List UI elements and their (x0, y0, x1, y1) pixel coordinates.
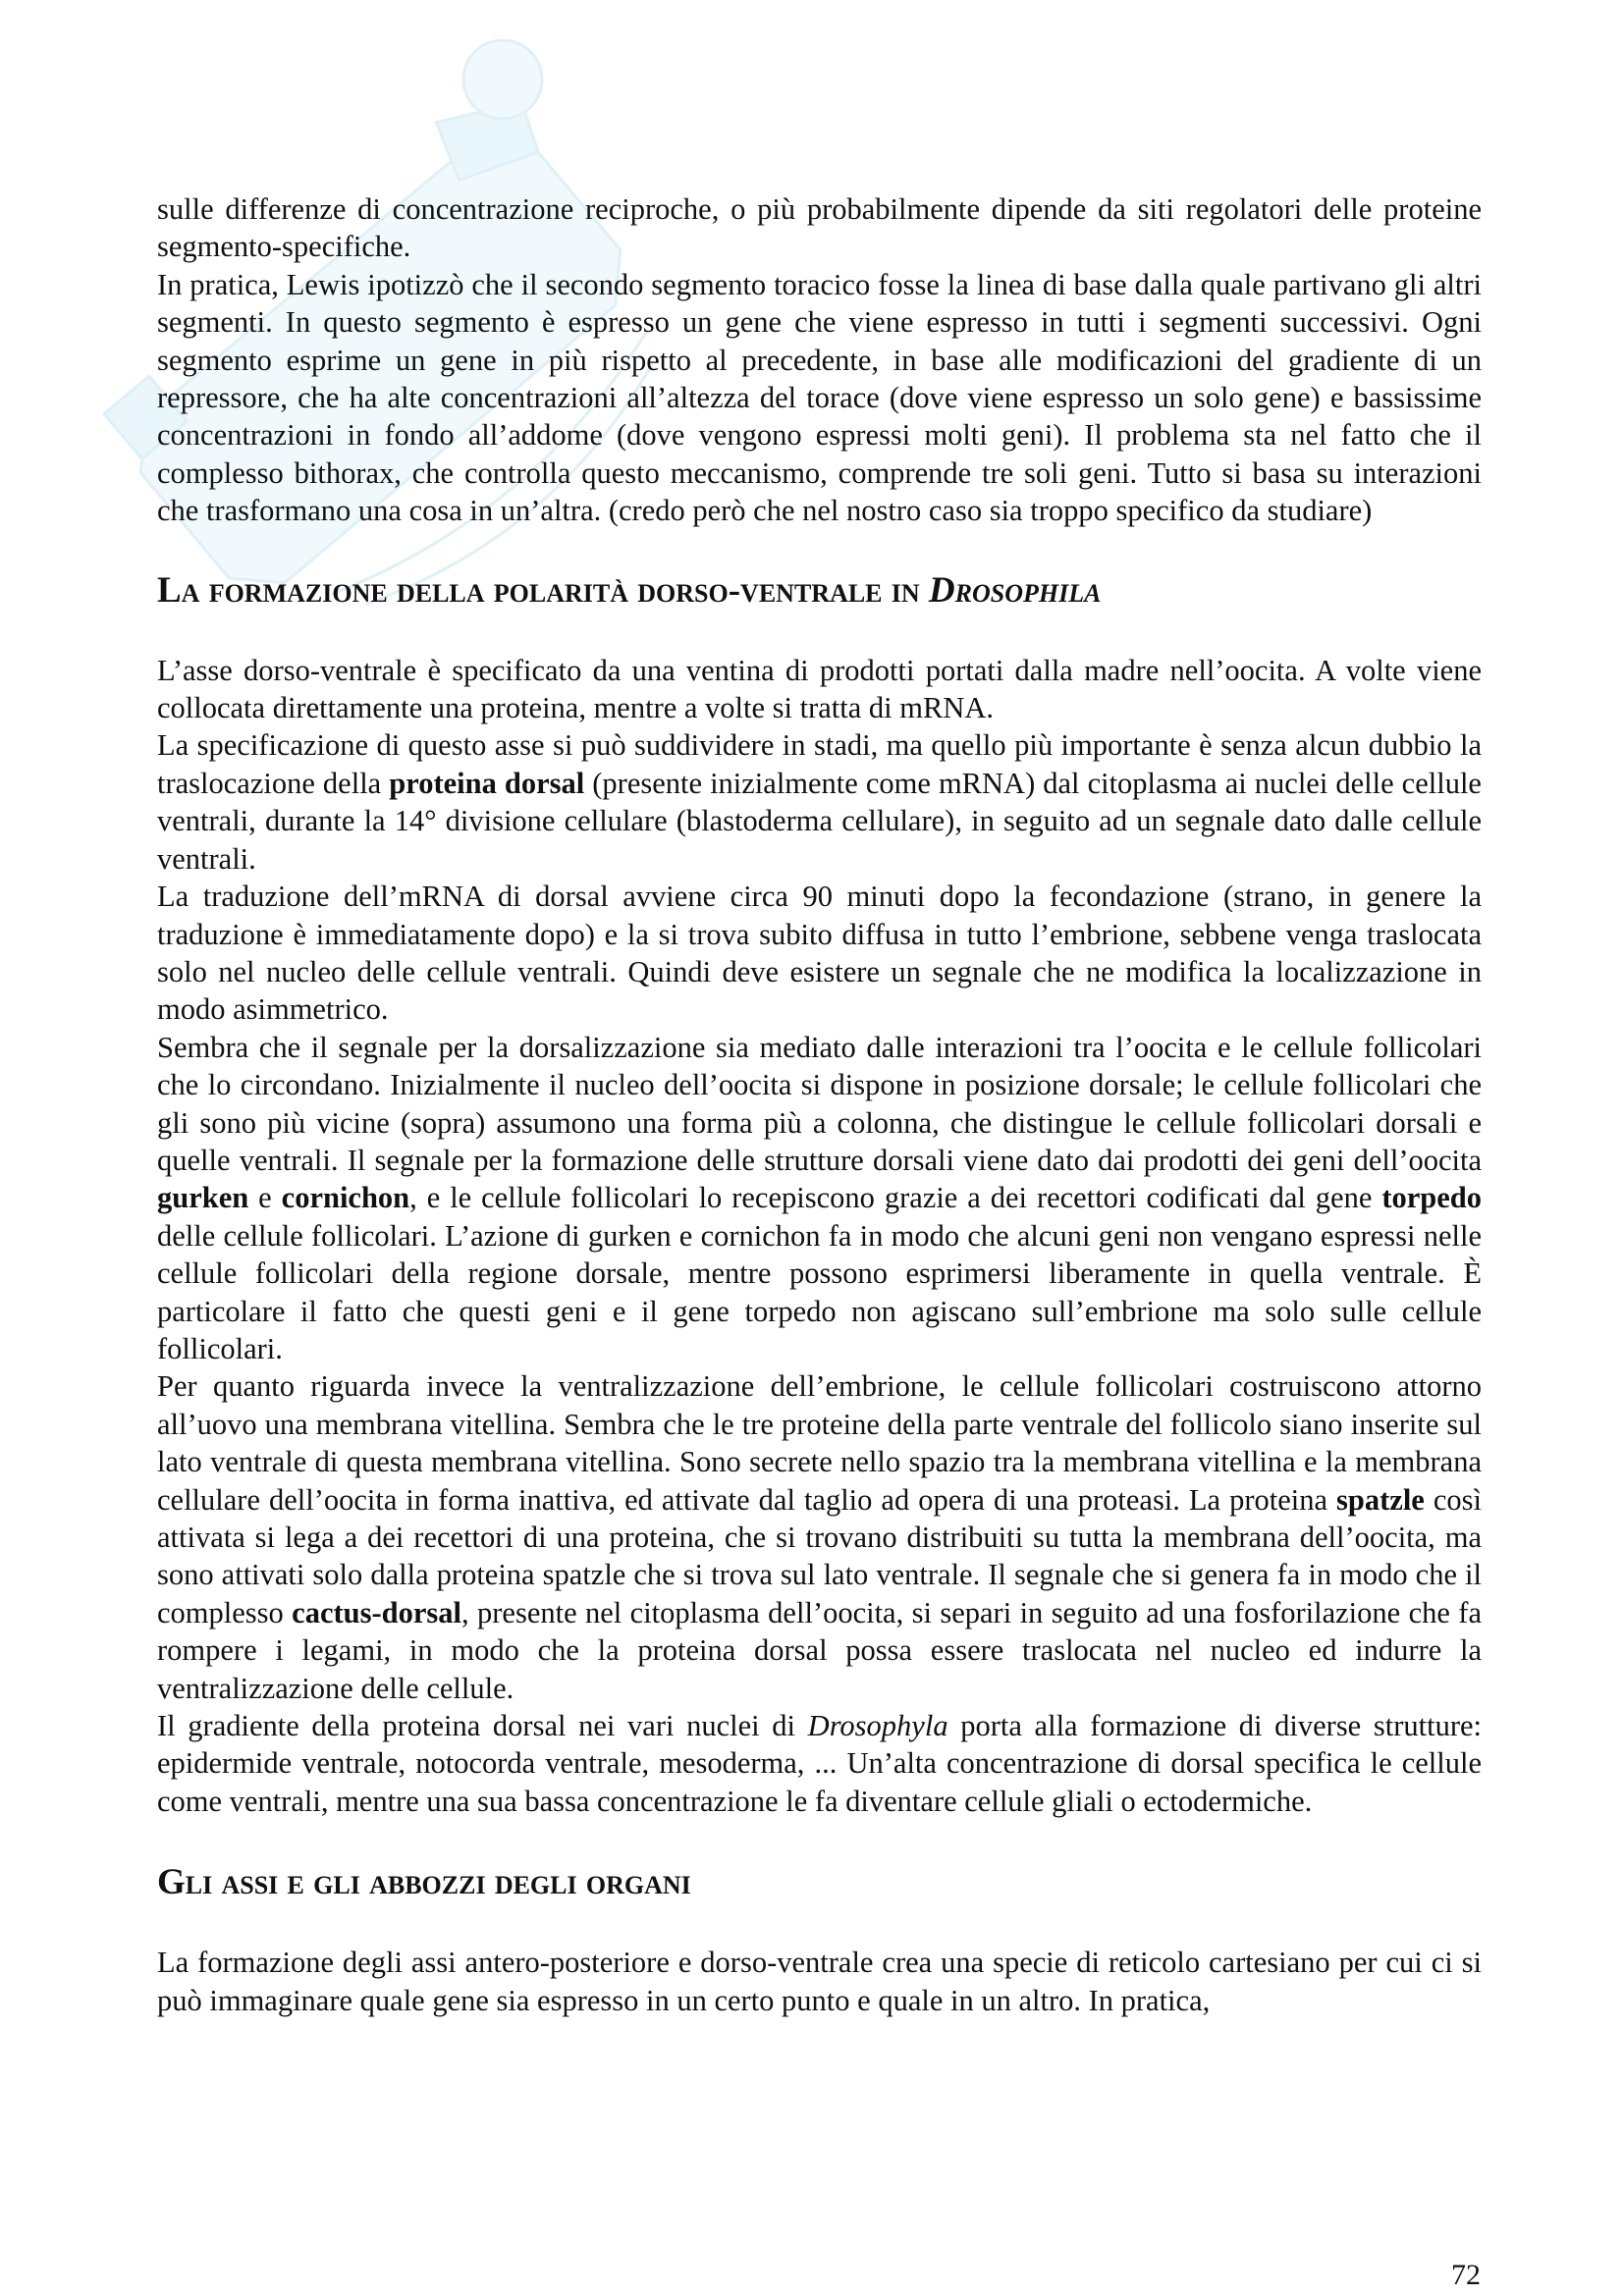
text-run: (presente inizialmente come mRNA) dal citoplasma ai nuclei delle cellule ventrali, durante la 14° divisione cellulare (blastoderma cellulare), in seguito ad un segnale dato dalle cellule ventrali. (157, 766, 1482, 876)
bold-term: proteina dorsal (389, 766, 585, 800)
page-content (157, 190, 1482, 2019)
paragraph: In pratica, Lewis ipotizzò che il secondo segmento toracico fosse la linea di base dalla quale partivano gli altri segmenti. In questo segmento è espresso un gene che viene espresso in tutti i segmenti successivi. Ogni segmento esprime un gene in più rispetto al precedente, in base alle modificazioni del gradiente di un repressore, che ha alte concentrazioni all’altezza del torace (dove viene espresso un solo gene) e bassissime concentrazioni in fondo all’addome (dove vengono espressi molti geni). Il problema sta nel fatto che il complesso bithorax, che controlla questo meccanismo, comprende tre soli geni. Tutto si basa su interazioni che trasformano una cosa in un’altra. (credo però che nel nostro caso sia troppo specifico da studiare) (157, 267, 1482, 528)
text-run: , e le cellule follicolari lo recepiscono grazie a dei recettori codificati dal gene (409, 1181, 1382, 1215)
bold-term: spatzle (1336, 1482, 1425, 1517)
paragraph (157, 1707, 1482, 1820)
page-number: 72 (1451, 2259, 1481, 2291)
bold-term: cactus-dorsal (292, 1595, 461, 1629)
text-run: Il gradiente della proteina dorsal nei vari nuclei di (157, 1709, 808, 1743)
paragraph: sulle differenze di concentrazione reciproche, o più probabilmente dipende da siti regolatori delle proteine segmento-specifiche. (157, 192, 1482, 264)
italic-term: Drosophyla (807, 1709, 948, 1743)
text-run: e (248, 1181, 282, 1215)
text-run: porta alla formazione di diverse strutture: epidermide ventrale, notocorda ventrale, mesoderma, ... Un’alta concentrazione di dorsal specifica le cellule come ventrali, mentre una sua bassa concentrazione le fa diventare cellule gliali o ectodermiche. (157, 1709, 1482, 1818)
text-run: delle cellule follicolari. L’azione di gurken e cornichon fa in modo che alcuni geni non vengano espressi nelle cellule follicolari della regione dorsale, mentre possono esprimersi liberamente in quella ventrale. È particolare il fatto che questi geni e il gene torpedo non agiscano sull’embrione ma solo sulle cellule follicolari. (157, 1218, 1482, 1365)
text-run: così attivata si lega a dei recettori di una proteina, che si trovano distribuiti su tutta la membrana dell’oocita, ma sono attivati solo dalla proteina spatzle che si trova sul lato ventrale. Il segnale che si genera fa in modo che il complesso (157, 1482, 1482, 1629)
paragraph (157, 1367, 1482, 1707)
text-run: Per quanto riguarda invece la ventralizzazione dell’embrione, le cellule follicolari costruiscono attorno all’uovo una membrana vitellina. Sembra che le tre proteine della parte ventrale del follicolo siano inserite sul lato ventrale di questa membrana vitellina. Sono secrete nello spazio tra la membrana vitellina e la membrana cellulare dell’oocita in forma inattiva, ed attivate dal taglio ad opera di una proteasi. La proteina (157, 1369, 1482, 1517)
text-run: , presente nel citoplasma dell’oocita, si separi in seguito ad una fosforilazione che fa rompere i legami, in modo che la proteina dorsal possa essere traslocata nel nucleo ed indurre la ventralizzazione delle cellule. (157, 1595, 1482, 1705)
paragraph: La formazione degli assi antero-posteriore e dorso-ventrale crea una specie di reticolo cartesiano per cui ci si può immaginare quale gene sia espresso in un certo punto e quale in un altro. In pratica, (157, 1946, 1482, 2017)
bold-term: cornichon (281, 1181, 410, 1215)
paragraph (157, 1029, 1482, 1368)
section-heading-polarita (157, 569, 1482, 613)
text-run: Sembra che il segnale per la dorsalizzazione sia mediato dalle interazioni tra l’oocita e le cellule follicolari che lo circondano. Inizialmente il nucleo dell’oocita si dispone in posizione dorsale; le cellule follicolari che gli sono più vicine (sopra) assumono una forma più a colonna, che distingue le cellule follicolari dorsali e quelle ventrali. Il segnale per la formazione delle strutture dorsali viene dato dai prodotti dei geni dell’oocita (157, 1030, 1482, 1177)
bold-term: torpedo (1381, 1181, 1482, 1215)
section-heading-assi: Gli assi e gli abbozzi degli organi (157, 1862, 691, 1903)
heading-text: La formazione della polarità dorso-ventrale in (157, 569, 929, 611)
paragraph: La traduzione dell’mRNA di dorsal avviene circa 90 minuti dopo la fecondazione (strano, in genere la traduzione è immediatamente dopo) e la si trova subito diffusa in tutto l’embrione, sebbene venga traslocata solo nel nucleo delle cellule ventrali. Quindi deve esistere un segnale che ne modifica la localizzazione in modo asimmetrico. (157, 880, 1482, 1027)
paragraph: L’asse dorso-ventrale è specificato da una ventina di prodotti portati dalla madre nell’oocita. A volte viene collocata direttamente una proteina, mentre a volte si tratta di mRNA. (157, 653, 1482, 725)
bold-term: gurken (157, 1181, 249, 1215)
heading-italic-text: Drosophila (928, 569, 1102, 611)
paragraph (157, 726, 1482, 878)
text-run: La specificazione di questo asse si può suddividere in stadi, ma quello più importante è senza alcun dubbio la traslocazione della (157, 728, 1482, 800)
